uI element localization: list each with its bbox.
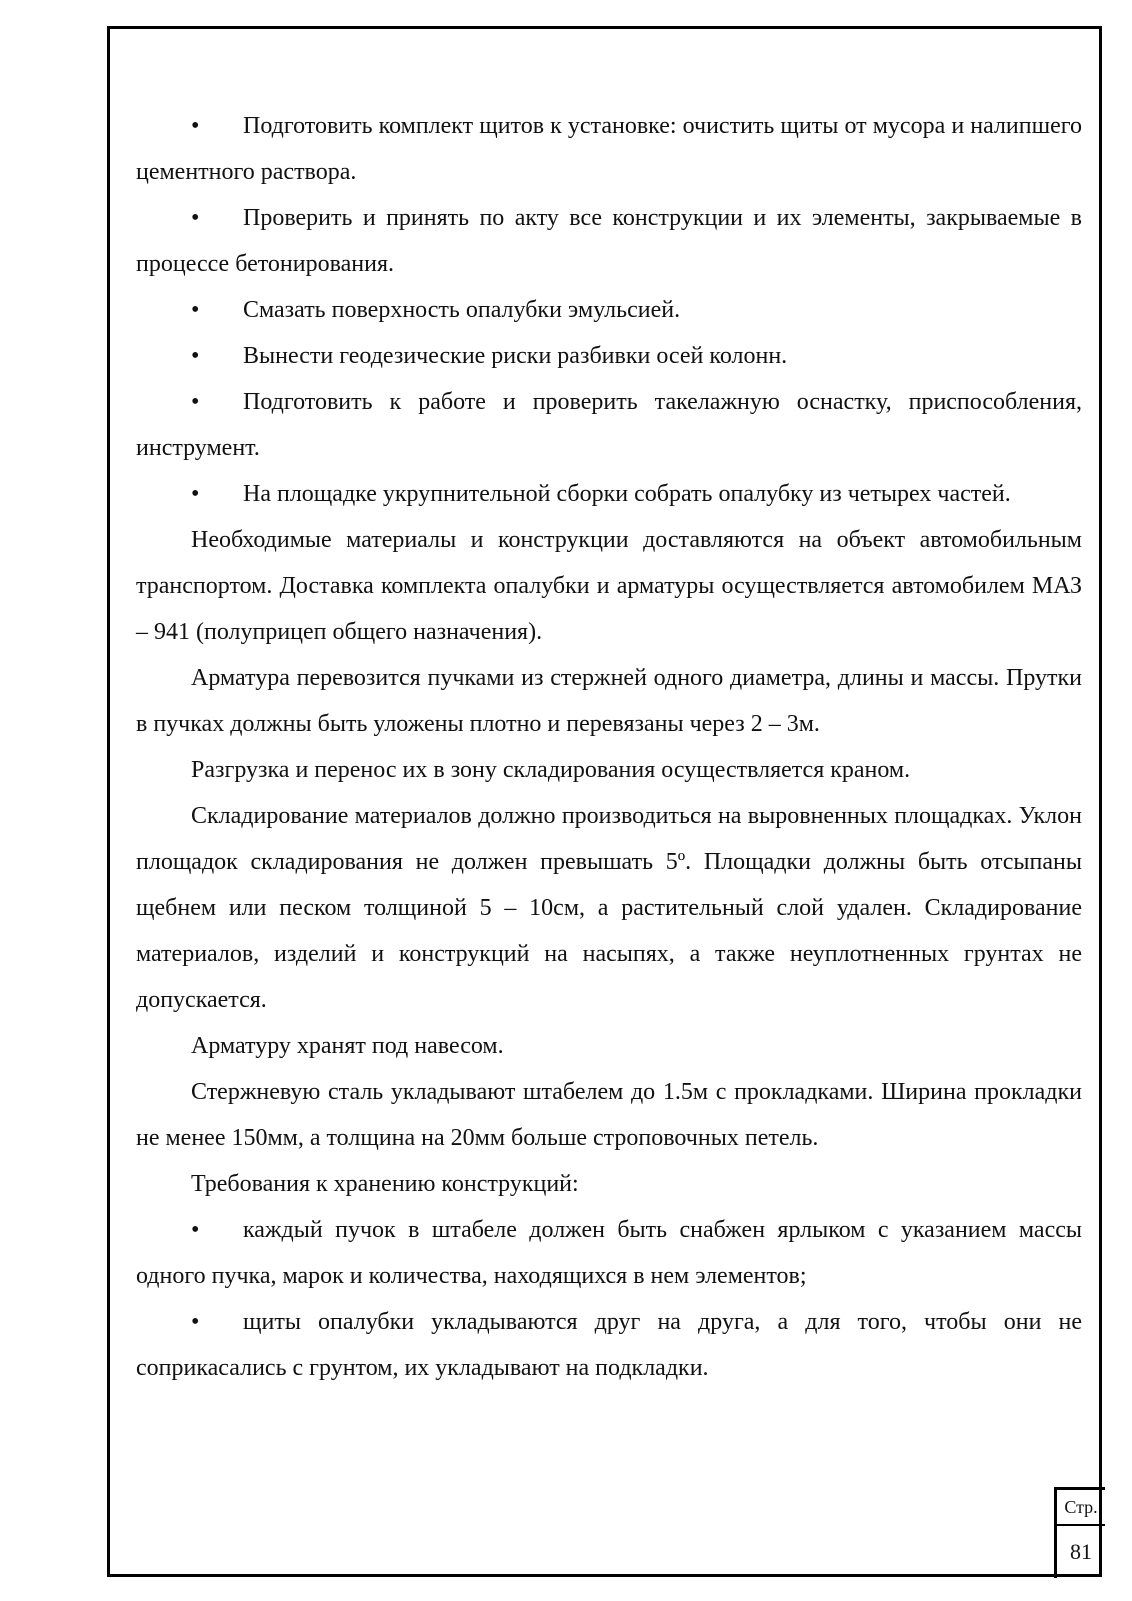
bullet-icon: • xyxy=(191,205,200,231)
paragraph: Арматуру хранят под навесом. xyxy=(191,1033,504,1059)
list-item xyxy=(136,1299,1082,1391)
bullet-icon: • xyxy=(191,1309,200,1335)
page-stamp xyxy=(1054,1487,1105,1578)
list-item-text: каждый пучок в штабеле должен быть снабжен ярлыком с указанием массы одного пучка, марок и количества, находящихся в нем элементов; xyxy=(136,1217,1082,1289)
page-stamp-label: Стр. xyxy=(1057,1490,1105,1526)
list-item xyxy=(136,287,1082,333)
list-item-text: Смазать поверхность опалубки эмульсией. xyxy=(243,297,681,323)
bullet-icon: • xyxy=(191,1217,200,1243)
paragraph: Арматура перевозится пучками из стержней одного диаметра, длины и массы. Прутки в пучках должны быть уложены плотно и перевязаны через 2 – 3м. xyxy=(136,665,1082,737)
list-item-text: Подготовить к работе и проверить такелажную оснастку, приспособления, инструмент. xyxy=(136,389,1082,461)
document-body xyxy=(136,103,1082,1391)
list-item xyxy=(136,333,1082,379)
list-item xyxy=(136,103,1082,195)
paragraph: Требования к хранению конструкций: xyxy=(191,1171,579,1197)
bullet-icon: • xyxy=(191,481,200,507)
paragraph: Складирование материалов должно производиться на выровненных площадках. Уклон площадок складирования не должен превышать 5º. Площадки должны быть отсыпаны щебнем или песком толщиной 5 – 10см, а растительный слой удален. Складирование материалов, изделий и конструкций на насыпях, а также неуплотненных грунтах не допускается. xyxy=(136,803,1082,1013)
page-number: 81 xyxy=(1070,1539,1092,1564)
paragraph: Стержневую сталь укладывают штабелем до 1.5м с прокладками. Ширина прокладки не менее 150мм, а толщина на 20мм больше строповочных петель. xyxy=(136,1079,1082,1151)
bullet-icon: • xyxy=(191,389,200,415)
bullet-icon: • xyxy=(191,113,200,139)
list-item xyxy=(136,379,1082,471)
list-item-text: Проверить и принять по акту все конструкции и их элементы, закрываемые в процессе бетонирования. xyxy=(136,205,1082,277)
bullet-icon: • xyxy=(191,343,200,369)
list-item xyxy=(136,471,1082,517)
list-item-text: Вынести геодезические риски разбивки осей колонн. xyxy=(243,343,788,369)
list-item xyxy=(136,195,1082,287)
paragraph: Необходимые материалы и конструкции доставляются на объект автомобильным транспортом. Доставка комплекта опалубки и арматуры осуществляется автомобилем МАЗ – 941 (полуприцеп общего назначения). xyxy=(136,527,1082,645)
list-item-text: Подготовить комплект щитов к установке: очистить щиты от мусора и налипшего цементного раствора. xyxy=(136,113,1082,185)
list-item-text: щиты опалубки укладываются друг на друга, а для того, чтобы они не соприкасались с грунтом, их укладывают на подкладки. xyxy=(136,1309,1082,1381)
bullet-icon: • xyxy=(191,297,200,323)
paragraph: Разгрузка и перенос их в зону складирования осуществляется краном. xyxy=(191,757,911,783)
list-item-text: На площадке укрупнительной сборки собрать опалубку из четырех частей. xyxy=(243,481,1011,507)
list-item xyxy=(136,1207,1082,1299)
